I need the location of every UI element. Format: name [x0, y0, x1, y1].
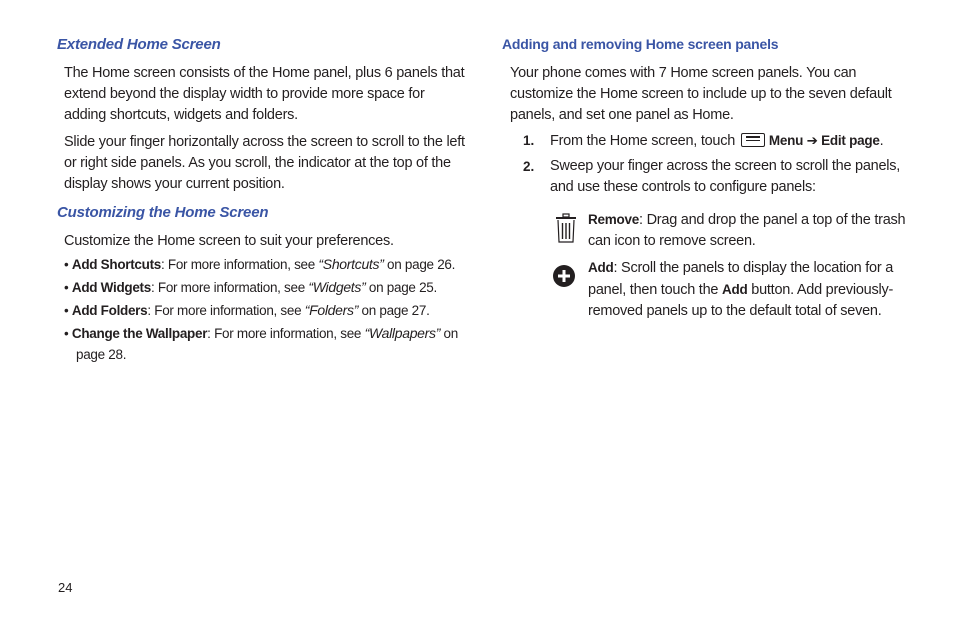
step-number-1: 1. — [523, 133, 535, 148]
step-number-2: 2. — [523, 159, 535, 174]
link-shortcuts[interactable]: “Shortcuts” — [318, 256, 384, 272]
add-icon — [552, 264, 576, 293]
bullet-add-folders: • Add Folders: For more information, see “Folders” on page 27. — [64, 302, 430, 318]
step-2-text: Sweep your finger across the screen to scroll the panels, and use these controls to configure panels: — [550, 158, 901, 195]
remove-control-description: Remove: Drag and drop the panel a top of the trash can icon to remove screen. — [588, 212, 906, 249]
paragraph-home-screen-panels: The Home screen consists of the Home panel, plus 6 panels that extend beyond the display width to provide more space for adding shortcuts, widgets and folders. — [64, 65, 465, 123]
step-1-text: From the Home screen, touch Menu ➔ Edit page. — [550, 133, 884, 149]
bullet-change-wallpaper: • Change the Wallpaper: For more information, see “Wallpapers” on page 28. — [64, 325, 458, 362]
bullet-add-widgets: • Add Widgets: For more information, see “Widgets” on page 25. — [64, 279, 437, 295]
trash-icon — [555, 213, 577, 248]
paragraph-panels-intro: Your phone comes with 7 Home screen panels. You can customize the Home screen to include up to the seven default panels, and set one panel as Home. — [510, 65, 892, 123]
bullet-add-shortcuts: • Add Shortcuts: For more information, see “Shortcuts” on page 26. — [64, 256, 456, 272]
menu-icon — [741, 133, 765, 147]
section-heading-extended-home-screen: Extended Home Screen — [57, 36, 221, 53]
link-folders[interactable]: “Folders” — [304, 302, 359, 318]
link-widgets[interactable]: “Widgets” — [308, 279, 366, 295]
add-control-description: Add: Scroll the panels to display the location for a panel, then touch the Add button. Add previously- removed panels up to the default total of seven. — [588, 260, 894, 319]
section-heading-adding-removing-panels: Adding and removing Home screen panels — [502, 36, 779, 52]
section-heading-customizing-home-screen: Customizing the Home Screen — [57, 204, 269, 221]
paragraph-slide-finger: Slide your finger horizontally across the screen to scroll to the left or right side panels. As you scroll, the indicator at the top of the display shows your current position. — [64, 134, 465, 192]
paragraph-customize-intro: Customize the Home screen to suit your preferences. — [64, 233, 394, 249]
link-wallpapers[interactable]: “Wallpapers” — [364, 325, 441, 341]
page-number: 24 — [58, 580, 73, 595]
